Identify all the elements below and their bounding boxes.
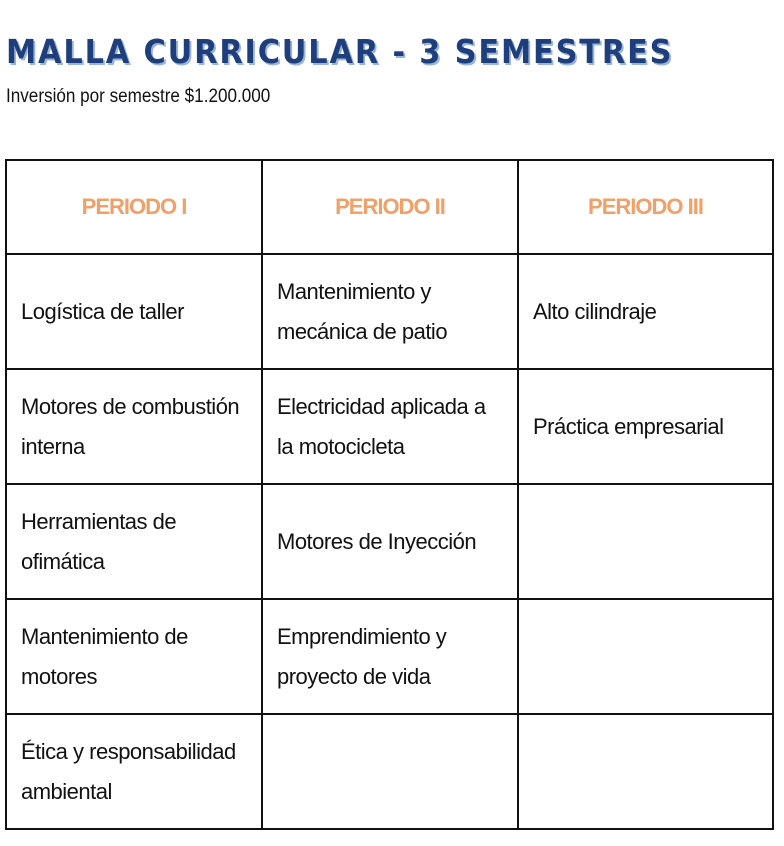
table-cell [6,254,262,369]
column-header-periodo-1: PERIODO I [6,160,262,254]
cell-text: Motores de Inyección [277,528,477,554]
table-cell [518,484,773,599]
table-cell [262,484,518,599]
table-header-row [6,160,773,254]
table-cell [6,484,262,599]
table-cell [262,714,518,829]
curriculum-table [5,159,774,830]
cell-text: Alto cilindraje [533,298,657,324]
table-cell [518,369,773,484]
table-cell [518,599,773,714]
investment-subtitle: Inversión por semestre $1.200.000 [6,86,271,107]
table-cell [518,714,773,829]
table-cell [6,599,262,714]
cell-text: Motores de combustión interna [21,393,240,459]
table-row [6,254,773,369]
column-header-periodo-2: PERIODO II [262,160,518,254]
table-row [6,599,773,714]
column-header-periodo-3: PERIODO III [518,160,773,254]
cell-text: Electricidad aplicada a la motocicleta [277,393,486,459]
page-title: MALLA CURRICULAR - 3 SEMESTRES [6,32,674,71]
cell-text: Logística de taller [21,298,184,324]
table-row [6,484,773,599]
table-cell [518,254,773,369]
table-cell [262,254,518,369]
cell-text: Mantenimiento y mecánica de patio [277,278,448,344]
cell-text: Ética y responsabilidad ambiental [21,738,236,804]
table-cell [262,369,518,484]
table-row [6,714,773,829]
table-cell [262,599,518,714]
table-cell [6,714,262,829]
cell-text: Mantenimiento de motores [21,623,188,689]
table-row [6,369,773,484]
cell-text: Herramientas de ofimática [21,508,177,574]
cell-text: Práctica empresarial [533,413,724,439]
cell-text: Emprendimiento y proyecto de vida [277,623,447,689]
table-cell [6,369,262,484]
